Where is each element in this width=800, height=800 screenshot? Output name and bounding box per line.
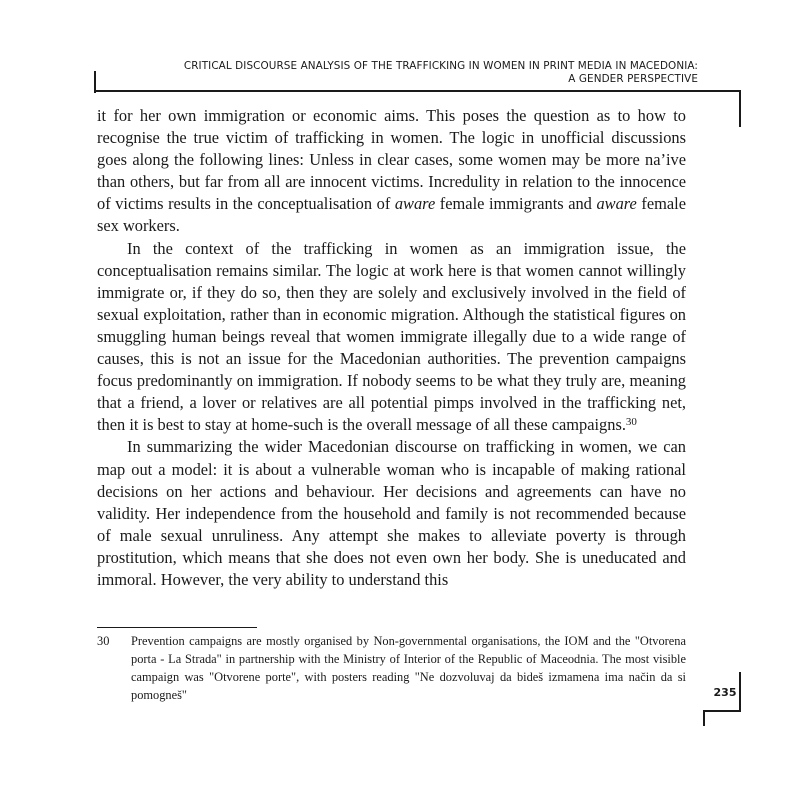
header-rule-right-vertical [739,90,741,127]
page-number: 235 [713,686,737,699]
footnote-separator [97,627,257,628]
paragraph-1: it for her own immigration or economic aims. This poses the question as to how to recognise the true victim of trafficking in women. The logic in unofficial discussions goes along the following lines: Unless in clear cases, some women may be more na’ive than others, but far from all are innocent victims. Incredulity in relation to the innocence of victims results in the conceptualisation of aware female immigrants and aware female sex workers. [97,106,686,236]
paragraph-3: In summarizing the wider Macedonian discourse on trafficking in women, we can map out a model: it is about a vulnerable woman who is incapable of making rational decisions on her actions and behaviour. Her decisions and agreements can have no validity. Her independence from the household and family is not recommended because of male sexual unruliness. Any attempt she makes to alleviate poverty is through prostitution, which means that she does not even own her body. She is uneducated and immoral. However, the very ability to understand this [97,437,686,589]
body-text [97,105,686,591]
page-number-rule-vertical [739,672,741,712]
footnote-reference[interactable]: 30 [625,416,637,429]
emphasis-aware: aware [394,194,436,214]
running-header-line1: CRITICAL DISCOURSE ANALYSIS OF THE TRAFFICKING IN WOMEN IN PRINT MEDIA IN MACEDONIA: [183,60,698,72]
running-header-line2: A GENDER PERSPECTIVE [568,73,698,85]
emphasis-aware: aware [596,194,637,214]
header-rule-horizontal [94,90,741,92]
footnote [97,632,686,704]
running-header [100,60,698,86]
footnote-number: 30 [97,634,110,648]
footnote-text: Prevention campaigns are mostly organised by Non-governmental organisations, the IOM and the "Otvorena porta - La Strada" in partnership with the Ministry of Interior of the Republic of Maceodnia. The most visible campaign was "Otvorene porte", with posters reading "Ne dozvoluvaj da bideš izmamena ima način da si pomogneš" [131,634,686,702]
paragraph-2: In the context of the trafficking in women as an immigration issue, the conceptualisation remains similar. The logic at work here is that women cannot willingly immigrate or, if they do so, then they are solely and exclusively involved in the field of sexual exploitation, rather than in economic migration. Although the statistical figures on smuggling human beings reveal that women immigrate illegally due to a wide range of causes, this is not an issue for the Macedonian authorities. The prevention campaigns focus predominantly on immigration. If nobody seems to be what they truly are, meaning that a friend, a lover or relatives are all potential pimps involved in the trafficking net, then it is best to stay at home-such is the overall message of all these campaigns.$^{30}$ [97,238,686,435]
page-number-rule-horizontal [703,710,741,712]
page-number-rule-tick [703,710,705,726]
